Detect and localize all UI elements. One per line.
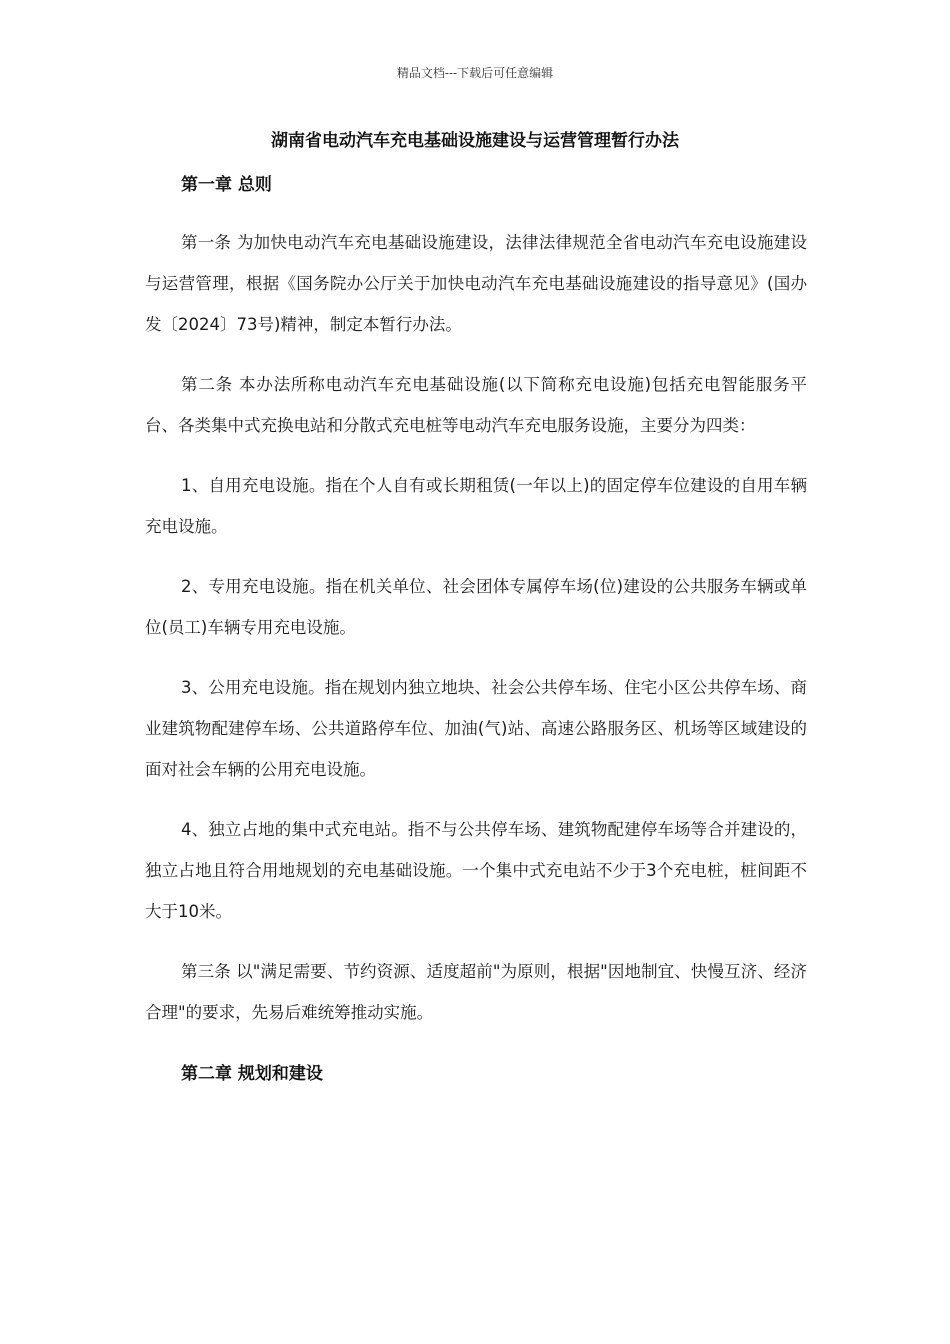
category-item-1: 1、自用充电设施。指在个人自有或长期租赁(一年以上)的固定停车位建设的自用车辆充电设施。 xyxy=(145,476,807,536)
article-3: 第三条 以"满足需要、节约资源、适度超前"为原则，根据"因地制宜、快慢互济、经济合理"的要求，先易后难统筹推动实施。 xyxy=(145,962,807,1022)
document-title: 湖南省电动汽车充电基础设施建设与运营管理暂行办法 xyxy=(271,131,679,151)
chapter-heading-1: 第一章 总则 xyxy=(181,175,272,195)
header-note: 精品文档---下载后可任意编辑 xyxy=(396,66,554,80)
category-item-2: 2、专用充电设施。指在机关单位、社会团体专属停车场(位)建设的公共服务车辆或单位(员工)车辆专用充电设施。 xyxy=(145,577,807,637)
category-item-3: 3、公用充电设施。指在规划内独立地块、社会公共停车场、住宅小区公共停车场、商业建筑物配建停车场、公共道路停车位、加油(气)站、高速公路服务区、机场等区域建设的面对社会车辆的公用充电设施。 xyxy=(145,678,807,779)
category-item-4: 4、独立占地的集中式充电站。指不与公共停车场、建筑物配建停车场等合并建设的，独立占地且符合用地规划的充电基础设施。一个集中式充电站不少于3个充电桩，桩间距不大于10米。 xyxy=(145,820,807,921)
article-2: 第二条 本办法所称电动汽车充电基础设施(以下简称充电设施)包括充电智能服务平台、各类集中式充换电站和分散式充电桩等电动汽车充电服务设施，主要分为四类： xyxy=(145,375,807,435)
article-1: 第一条 为加快电动汽车充电基础设施建设，法律法律规范全省电动汽车充电设施建设与运营管理，根据《国务院办公厅关于加快电动汽车充电基础设施建设的指导意见》(国办发〔2024〕73号)精神，制定本暂行办法。 xyxy=(145,233,807,334)
chapter-heading-2: 第二章 规划和建设 xyxy=(181,1064,323,1084)
document-body xyxy=(145,172,807,1087)
